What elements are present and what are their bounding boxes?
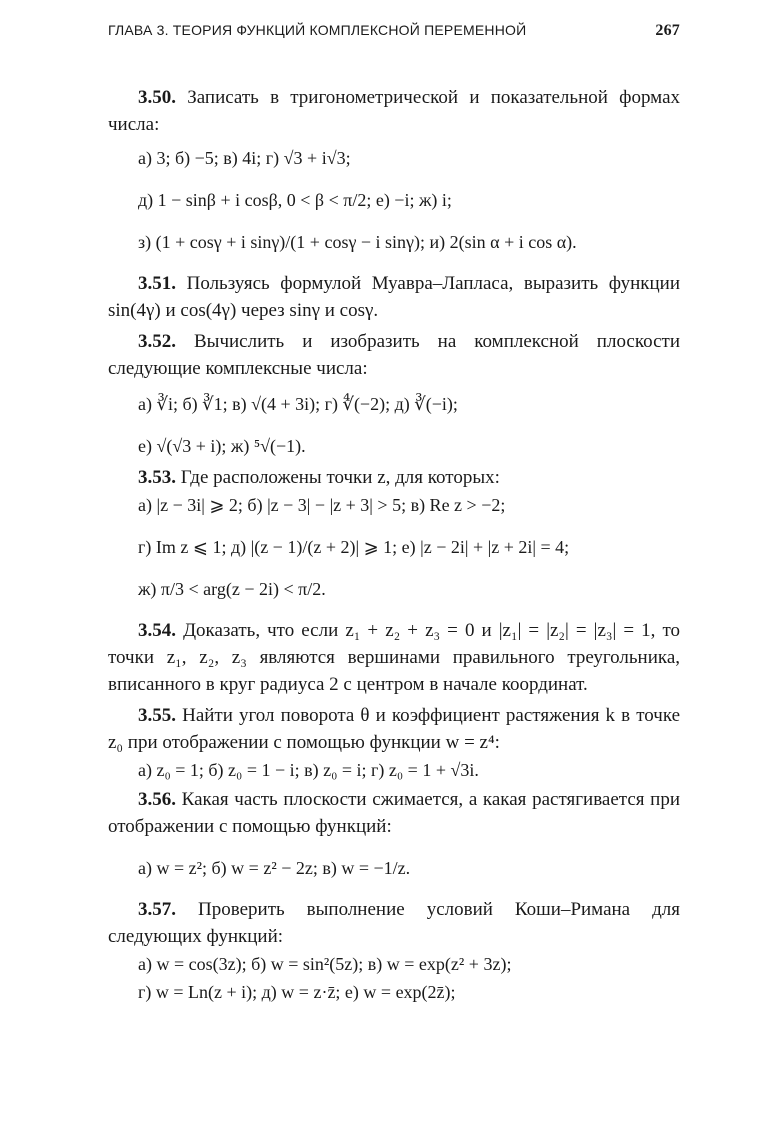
problem-3-50: 3.50. Записать в тригонометрической и показательной формах числа: — [108, 87, 680, 135]
problem-3-57-row-1: а) w = cos(3z); б) w = sin²(5z); в) w = exp(z² + 3z); — [138, 954, 512, 974]
problem-3-52-row-2: е) √(√3 + i); ж) ⁵√(−1). — [138, 436, 306, 456]
textbook-page — [108, 22, 680, 1006]
problem-3-53: 3.53. Где расположены точки z, для которых: — [138, 467, 500, 488]
problem-3-55: 3.55. Найти угол поворота θ и коэффициент растяжения k в точке z₀ при отображении с помощью функции w = z⁴: — [108, 705, 681, 753]
problem-3-52: 3.52. Вычислить и изобразить на комплексной плоскости следующие комплексные числа: — [108, 331, 680, 379]
problem-3-50-row-3: з) (1 + cosγ + i sinγ)/(1 + cosγ − i sinγ); и) 2(sin α + i cos α). — [138, 232, 577, 252]
problem-3-54: 3.54. Доказать, что если z₁ + z₂ + z₃ = 0 и |z₁| = |z₂| = |z₃| = 1, то точки z₁, z₂, z₃ являются вершинами правильного треугольника, вписанного в круг радиуса 2 с центром в начале координат. — [108, 620, 681, 695]
problem-3-57: 3.57. Проверить выполнение условий Коши–Римана для следующих функций: — [108, 899, 681, 947]
problem-3-55-row-1: а) z₀ = 1; б) z₀ = 1 − i; в) z₀ = i; г) z₀ = 1 + √3i. — [138, 760, 479, 780]
problem-3-57-row-2: г) w = Ln(z + i); д) w = z·z̄; е) w = exp(2z̄); — [138, 982, 456, 1002]
page-number: 267 — [655, 22, 680, 39]
problem-3-50-row-2: д) 1 − sinβ + i cosβ, 0 < β < π/2; е) −i; ж) i; — [138, 190, 452, 210]
running-header — [108, 22, 680, 48]
problem-3-53-row-2: г) Im z ⩽ 1; д) |(z − 1)/(z + 2)| ⩾ 1; е) |z − 2i| + |z + 2i| = 4; — [138, 537, 570, 557]
problem-3-56: 3.56. Какая часть плоскости сжимается, а какая растягивается при отображении с помощью функций: — [108, 789, 681, 837]
problem-3-52-row-1: а) ∛i; б) ∛1; в) √(4 + 3i); г) ∜(−2); д) ∛(−i); — [138, 394, 458, 414]
chapter-title: ГЛАВА 3. ТЕОРИЯ ФУНКЦИЙ КОМПЛЕКСНОЙ ПЕРЕМЕННОЙ — [108, 22, 527, 38]
problem-3-50-row-1: а) 3; б) −5; в) 4i; г) √3 + i√3; — [138, 148, 351, 168]
problem-3-53-row-1: а) |z − 3i| ⩾ 2; б) |z − 3| − |z + 3| > 5; в) Re z > −2; — [138, 495, 506, 515]
problem-3-56-row-1: а) w = z²; б) w = z² − 2z; в) w = −1/z. — [138, 858, 411, 878]
problem-3-53-row-3: ж) π/3 < arg(z − 2i) < π/2. — [138, 579, 326, 599]
problem-3-51: 3.51. Пользуясь формулой Муавра–Лапласа, выразить функции sin(4γ) и cos(4γ) через sinγ и cosγ. — [108, 273, 681, 321]
